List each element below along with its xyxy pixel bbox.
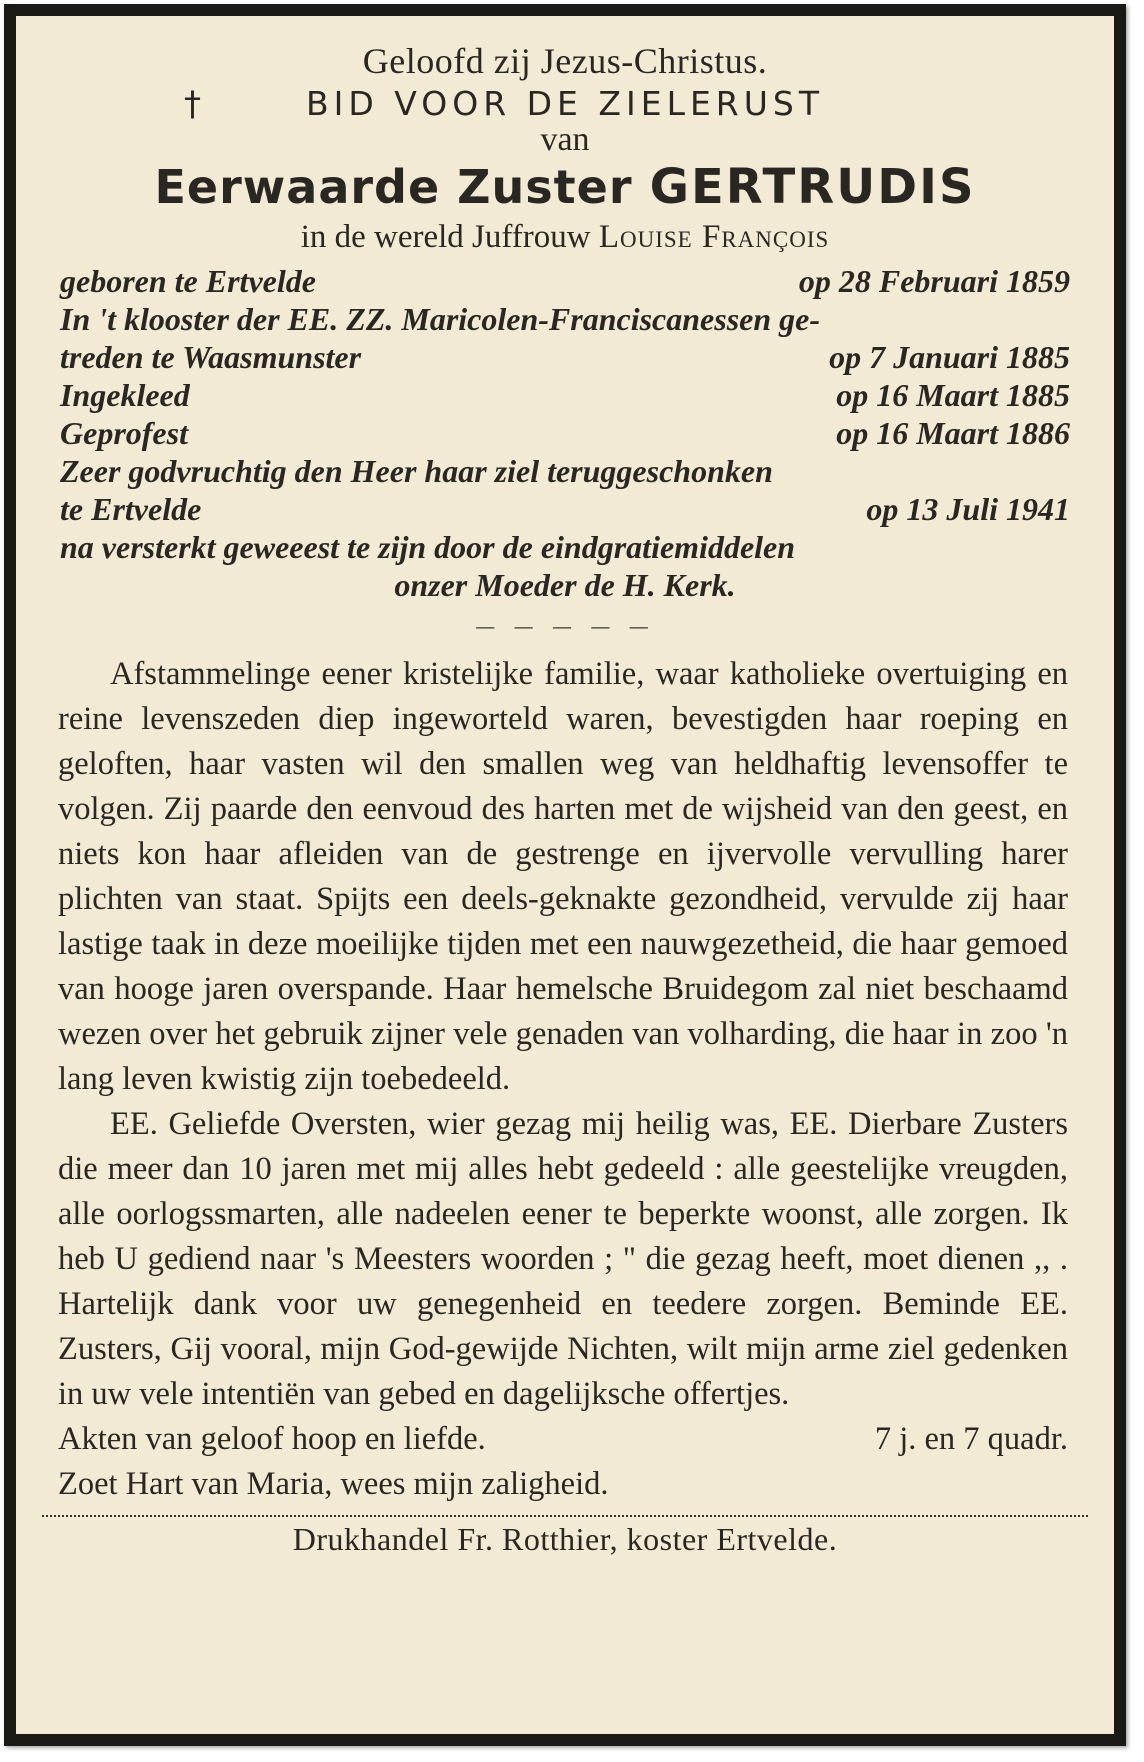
dotted-divider <box>42 1515 1088 1517</box>
separator-line: — — — — — <box>475 614 655 638</box>
eulogy-text <box>56 652 1074 1507</box>
worldly-name: Louise François <box>598 219 830 255</box>
fact-row <box>56 490 1074 528</box>
printer-credit: Drukhandel Fr. Rotthier, koster Ertvelde. <box>292 1521 838 1557</box>
fact-row <box>56 376 1074 414</box>
fact-left: geboren te Ertvelde <box>60 263 316 299</box>
worldly-name-line <box>56 219 1074 256</box>
eulogy-paragraph: Afstammelinge eener kristelijke familie, waar katholieke overtuiging en reine levenszeden diep ingeworteld waren, bevestigden haar roeping en geloften, haar vasten wil den smallen weg van heldhaftig levensoffer te volgen. Zij paarde den eenvoud des harten met de wijsheid van den geest, en niets kon haar afleiden van de gestrenge en ijvervolle vervulling harer plichten van staat. Spijts een deels-geknakte gezondheid, vervulde zij haar lastige taak in deze moeilijke tijden met een nauwgezetheid, die haar gemoed van hooge jaren overspande. Haar hemelsche Bruidegom zal niet beschaamd wezen over het gebruik zijner vele genaden van volharding, die haar in zoo 'n lang leven kwistig zijn toebedeeld. <box>58 656 1068 1097</box>
invocation-line: Zoet Hart van Maria, wees mijn zaligheid. <box>58 1466 609 1502</box>
fact-row: In 't klooster der EE. ZZ. Maricolen-Franciscanessen ge- <box>60 301 821 337</box>
fact-left: treden te Waasmunster <box>60 339 362 375</box>
religious-name: GERTRUDIS <box>649 159 976 215</box>
fact-row: Zeer godvruchtig den Heer haar ziel teruggeschonken <box>60 453 773 489</box>
fact-right: op 7 Januari 1885 <box>829 339 1070 375</box>
fact-row <box>56 338 1074 376</box>
fact-left: Geprofest <box>60 415 188 451</box>
of-line: van <box>540 121 590 158</box>
praise-line: Geloofd zij Jezus-Christus. <box>362 41 768 81</box>
fact-right: op 13 Juli 1941 <box>866 491 1070 527</box>
fact-row <box>56 414 1074 452</box>
cross-icon: † <box>184 84 201 124</box>
fact-right: op 16 Maart 1885 <box>836 377 1070 413</box>
fact-row: onzer Moeder de H. Kerk. <box>394 567 736 603</box>
worldly-prefix: in de wereld Juffrouw <box>300 219 591 255</box>
memorial-card <box>4 4 1126 1746</box>
card-content <box>56 34 1074 1558</box>
deceased-title <box>56 159 1074 215</box>
fact-right: op 28 Februari 1859 <box>798 263 1070 299</box>
farewell-paragraph: EE. Geliefde Oversten, wier gezag mij heilig was, EE. Dierbare Zusters die meer dan 10 jaren met mij alles hebt gedeeld : alle geestelijke vreugden, alle oorlogssmarten, alle nadeelen eener te beperkte woonst, alle zorgen. Ik heb U gediend naar 's Meesters woorden ; " die gezag heeft, moet dienen ,, . Hartelijk dank voor uw genegenheid en teedere zorgen. Beminde EE. Zusters, Gij vooral, mijn God-gewijde Nichten, wilt mijn arme ziel gedenken in uw vele intentiën van gebed en dagelijksche offertjes. <box>58 1106 1068 1412</box>
prayer-text: BID VOOR DE ZIELERUST <box>306 84 824 123</box>
fact-left: te Ertvelde <box>60 491 202 527</box>
acts-line <box>58 1417 1068 1462</box>
title-prefix: Eerwaarde Zuster <box>154 160 633 214</box>
fact-right: op 16 Maart 1886 <box>836 415 1070 451</box>
fact-row <box>56 262 1074 300</box>
acts-text: Akten van geloof hoop en liefde. <box>58 1421 486 1457</box>
prayer-line <box>56 84 1074 123</box>
life-facts <box>56 262 1074 604</box>
fact-left: Ingekleed <box>60 377 190 413</box>
fact-row: na versterkt geweeest te zijn door de eindgratiemiddelen <box>60 529 796 565</box>
indulgence-text: 7 j. en 7 quadr. <box>874 1421 1068 1457</box>
